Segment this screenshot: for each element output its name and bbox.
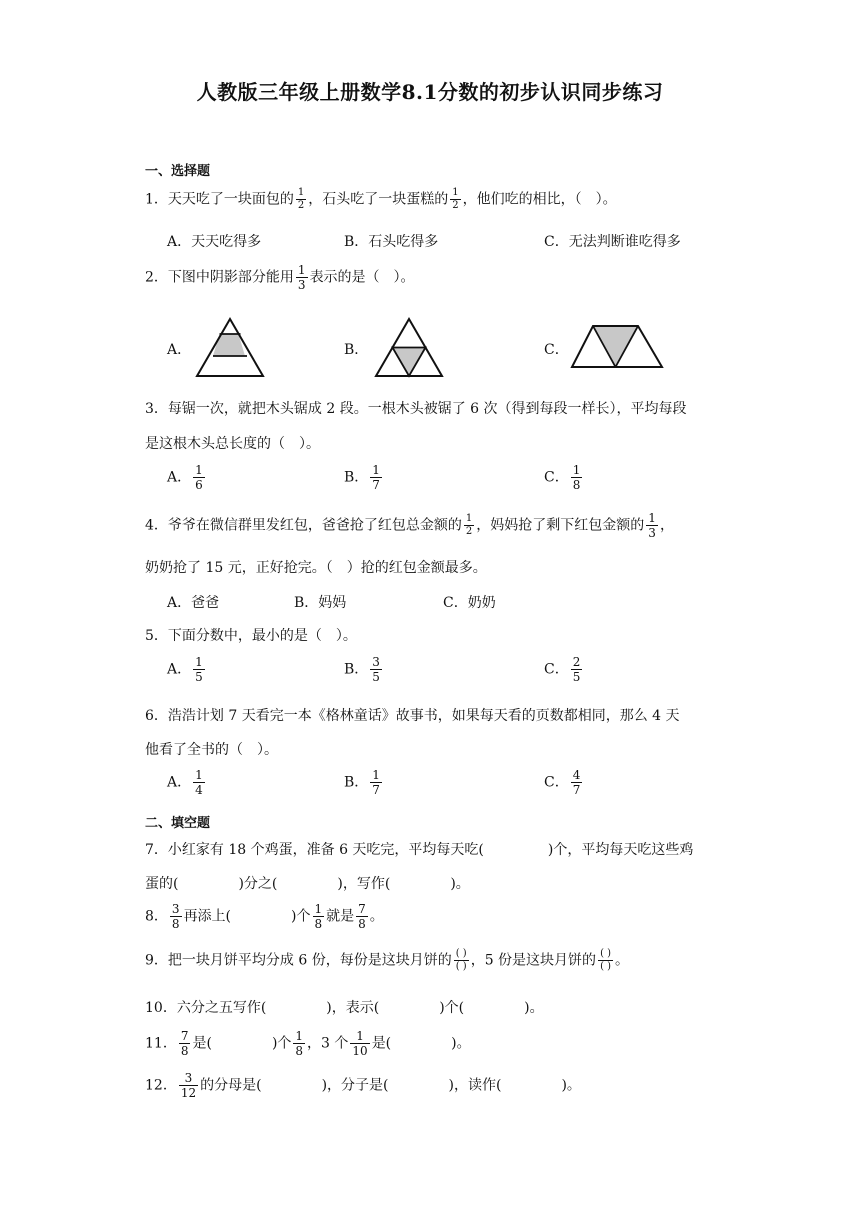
question-text: )。 xyxy=(451,1035,471,1052)
numerator: 3 xyxy=(372,655,380,669)
question-text: ，妈妈抢了剩下红包金额的 xyxy=(476,517,645,534)
numerator: 1 xyxy=(195,768,203,782)
question-7-line-2 xyxy=(145,873,470,893)
question-2 xyxy=(145,264,415,291)
question-text: ，3 个 xyxy=(307,1035,349,1052)
numerator: ( ) xyxy=(600,948,612,959)
fraction xyxy=(193,769,205,796)
option-a[interactable]: A． xyxy=(167,342,192,358)
denominator: 8 xyxy=(572,478,581,492)
section-heading-choice: 一、选择题 xyxy=(145,164,211,179)
option-letter: C． xyxy=(544,774,569,791)
numerator: 1 xyxy=(195,463,203,477)
numerator: 1 xyxy=(452,187,459,198)
fraction xyxy=(313,903,325,930)
numerator: 3 xyxy=(171,902,180,916)
denominator: 8 xyxy=(171,917,180,931)
fraction-blank[interactable] xyxy=(454,949,469,972)
fraction xyxy=(464,514,474,537)
question-3-line-1: 3．每锯一次，就把木头锯成 2 段。一根木头被锯了 6 次（得到每段一样长），平均每段 xyxy=(145,401,687,417)
denominator: 7 xyxy=(372,783,380,797)
numerator: 1 xyxy=(648,511,656,525)
question-text: 再添上( xyxy=(183,908,232,925)
question-number: 1． xyxy=(145,191,168,208)
question-text: 就是 xyxy=(326,908,355,925)
numerator: 7 xyxy=(358,902,366,916)
fraction xyxy=(350,1030,369,1057)
question-text: 表示的是（ ）。 xyxy=(309,269,415,286)
denominator: 6 xyxy=(195,478,203,492)
question-text: )个( xyxy=(439,1000,465,1016)
question-text: )分之( xyxy=(238,876,278,892)
question-8 xyxy=(145,903,384,930)
question-text: ，他们吃的相比，（ ）。 xyxy=(462,191,617,208)
question-text: 的分母是( xyxy=(200,1077,262,1094)
fraction-blank[interactable] xyxy=(598,949,613,972)
option-a[interactable]: A．爸爸 xyxy=(167,595,220,611)
option-c[interactable]: C． xyxy=(544,342,569,358)
question-6-line-1: 6．浩浩计划 7 天看完一本《格林童话》故事书，如果每天看的页数都相同，那么 4 天 xyxy=(145,708,680,724)
denominator: 5 xyxy=(572,670,581,684)
denominator: 8 xyxy=(180,1044,189,1058)
question-12 xyxy=(145,1072,581,1099)
fraction xyxy=(571,464,583,491)
question-text: )，表示( xyxy=(326,1000,380,1016)
option-letter: C． xyxy=(544,469,569,486)
fraction xyxy=(370,656,382,683)
denominator: ( ) xyxy=(600,961,612,972)
question-4-line-1 xyxy=(145,512,674,539)
denominator: 2 xyxy=(465,526,473,537)
numerator: 1 xyxy=(572,463,581,477)
fraction xyxy=(193,464,205,491)
fraction xyxy=(293,1030,305,1057)
question-text: ，石头吃了一块蛋糕的 xyxy=(308,191,449,208)
question-text: ，5 份是这块月饼的 xyxy=(470,952,597,969)
question-text: ， xyxy=(659,517,674,534)
question-text: )。 xyxy=(561,1077,581,1094)
question-text: 是( xyxy=(192,1035,212,1052)
option-letter: A． xyxy=(167,661,192,678)
denominator: 4 xyxy=(195,783,203,797)
question-text: )，分子是( xyxy=(321,1077,389,1094)
question-text: 10．六分之五写作( xyxy=(145,1000,267,1016)
fraction xyxy=(296,188,306,211)
fraction xyxy=(450,188,460,211)
fraction xyxy=(170,903,182,930)
numerator: 4 xyxy=(572,768,581,782)
question-text: 7．小红家有 18 个鸡蛋，准备 6 天吃完，平均每天吃( xyxy=(145,842,484,858)
option-letter: B． xyxy=(344,774,369,791)
numerator: 1 xyxy=(372,768,380,782)
denominator: 5 xyxy=(372,670,380,684)
question-11 xyxy=(145,1030,471,1057)
option-letter: A． xyxy=(167,774,192,791)
question-number: 2． xyxy=(145,269,168,286)
question-text: )个 xyxy=(271,1035,292,1052)
question-number: 8． xyxy=(145,908,168,925)
denominator: 7 xyxy=(572,783,581,797)
denominator: 8 xyxy=(358,917,366,931)
question-number: 11． xyxy=(145,1035,177,1052)
question-7-line-1 xyxy=(145,839,693,859)
numerator: 7 xyxy=(180,1029,189,1043)
question-1 xyxy=(145,188,617,211)
option-b[interactable]: B． xyxy=(344,342,369,358)
numerator: ( ) xyxy=(455,948,467,959)
numerator: 1 xyxy=(297,187,305,198)
question-text: 天天吃了一块面包的 xyxy=(167,191,294,208)
option-c[interactable] xyxy=(544,769,584,796)
question-text: 9．把一块月饼平均分成 6 份，每份是这块月饼的 xyxy=(145,952,452,969)
option-c[interactable]: C．无法判断谁吃得多 xyxy=(544,234,681,250)
fraction xyxy=(571,656,583,683)
option-a[interactable] xyxy=(167,769,207,796)
numerator: 1 xyxy=(372,463,380,477)
option-a[interactable] xyxy=(167,656,207,683)
question-10 xyxy=(145,997,544,1017)
question-9 xyxy=(145,949,629,972)
option-a[interactable] xyxy=(167,464,207,491)
option-c[interactable] xyxy=(544,464,584,491)
denominator: 5 xyxy=(195,670,203,684)
denominator: 2 xyxy=(452,200,459,211)
question-number: 4． xyxy=(145,517,168,534)
fraction xyxy=(179,1072,198,1099)
option-b[interactable] xyxy=(344,464,384,491)
question-text: )个，平均每天吃这些鸡 xyxy=(547,842,694,858)
question-text: 爷爷在微信群里发红包，爸爸抢了红包总金额的 xyxy=(167,517,462,534)
option-b[interactable]: B．石头吃得多 xyxy=(344,234,439,250)
option-c[interactable]: C．奶奶 xyxy=(443,595,496,611)
option-letter: B． xyxy=(344,469,369,486)
fraction xyxy=(356,903,368,930)
question-number: 12． xyxy=(145,1077,177,1094)
question-text: )，读作( xyxy=(448,1077,502,1094)
option-c[interactable] xyxy=(544,656,584,683)
option-letter: A． xyxy=(167,469,192,486)
denominator: 3 xyxy=(648,526,656,540)
fraction xyxy=(646,512,658,539)
numerator: 1 xyxy=(297,263,306,277)
section-heading-fill: 二、填空题 xyxy=(145,816,211,831)
question-text: )个 xyxy=(291,908,311,925)
question-3-line-2: 是这根木头总长度的（ ）。 xyxy=(145,436,320,452)
question-text: 是( xyxy=(371,1035,392,1052)
denominator: 7 xyxy=(372,478,380,492)
numerator: 2 xyxy=(572,655,581,669)
triangle-figure-a xyxy=(194,317,266,379)
triangle-figure-b xyxy=(373,317,445,379)
denominator: 12 xyxy=(180,1086,197,1100)
fraction xyxy=(571,769,583,796)
option-letter: B． xyxy=(344,661,369,678)
denominator: 8 xyxy=(314,917,323,931)
triangle-figure-c xyxy=(570,324,666,370)
fraction xyxy=(296,264,308,291)
numerator: 1 xyxy=(350,1030,369,1044)
question-6-line-2: 他看了全书的（ ）。 xyxy=(145,742,278,758)
option-b[interactable]: B．妈妈 xyxy=(294,595,347,611)
question-4-line-2: 奶奶抢了 15 元，正好抢完。（ ）抢的红包金额最多。 xyxy=(145,560,487,576)
denominator: 3 xyxy=(297,278,306,292)
question-text: 。 xyxy=(369,908,384,925)
numerator: 3 xyxy=(179,1072,198,1086)
option-letter: C． xyxy=(544,661,569,678)
fraction xyxy=(370,464,382,491)
denominator: 10 xyxy=(352,1044,368,1058)
denominator: ( ) xyxy=(455,961,467,972)
option-b[interactable] xyxy=(344,656,384,683)
fraction xyxy=(193,656,205,683)
question-text: 。 xyxy=(615,952,630,969)
question-text: 下图中阴影部分能用 xyxy=(167,269,294,286)
question-5: 5．下面分数中，最小的是（ ）。 xyxy=(145,628,357,644)
fraction xyxy=(179,1030,191,1057)
question-text: )。 xyxy=(524,1000,544,1016)
denominator: 2 xyxy=(297,200,305,211)
numerator: 1 xyxy=(314,902,323,916)
question-text: )，写作( xyxy=(337,876,391,892)
question-text: )。 xyxy=(450,876,470,892)
numerator: 1 xyxy=(465,513,473,524)
option-a[interactable]: A．天天吃得多 xyxy=(167,234,262,250)
numerator: 1 xyxy=(195,655,203,669)
numerator: 1 xyxy=(295,1029,304,1043)
fraction xyxy=(370,769,382,796)
denominator: 8 xyxy=(295,1044,304,1058)
option-b[interactable] xyxy=(344,769,384,796)
page-title: 人教版三年级上册数学8.1分数的初步认识同步练习 xyxy=(196,80,664,104)
question-text: 蛋的( xyxy=(145,876,179,892)
